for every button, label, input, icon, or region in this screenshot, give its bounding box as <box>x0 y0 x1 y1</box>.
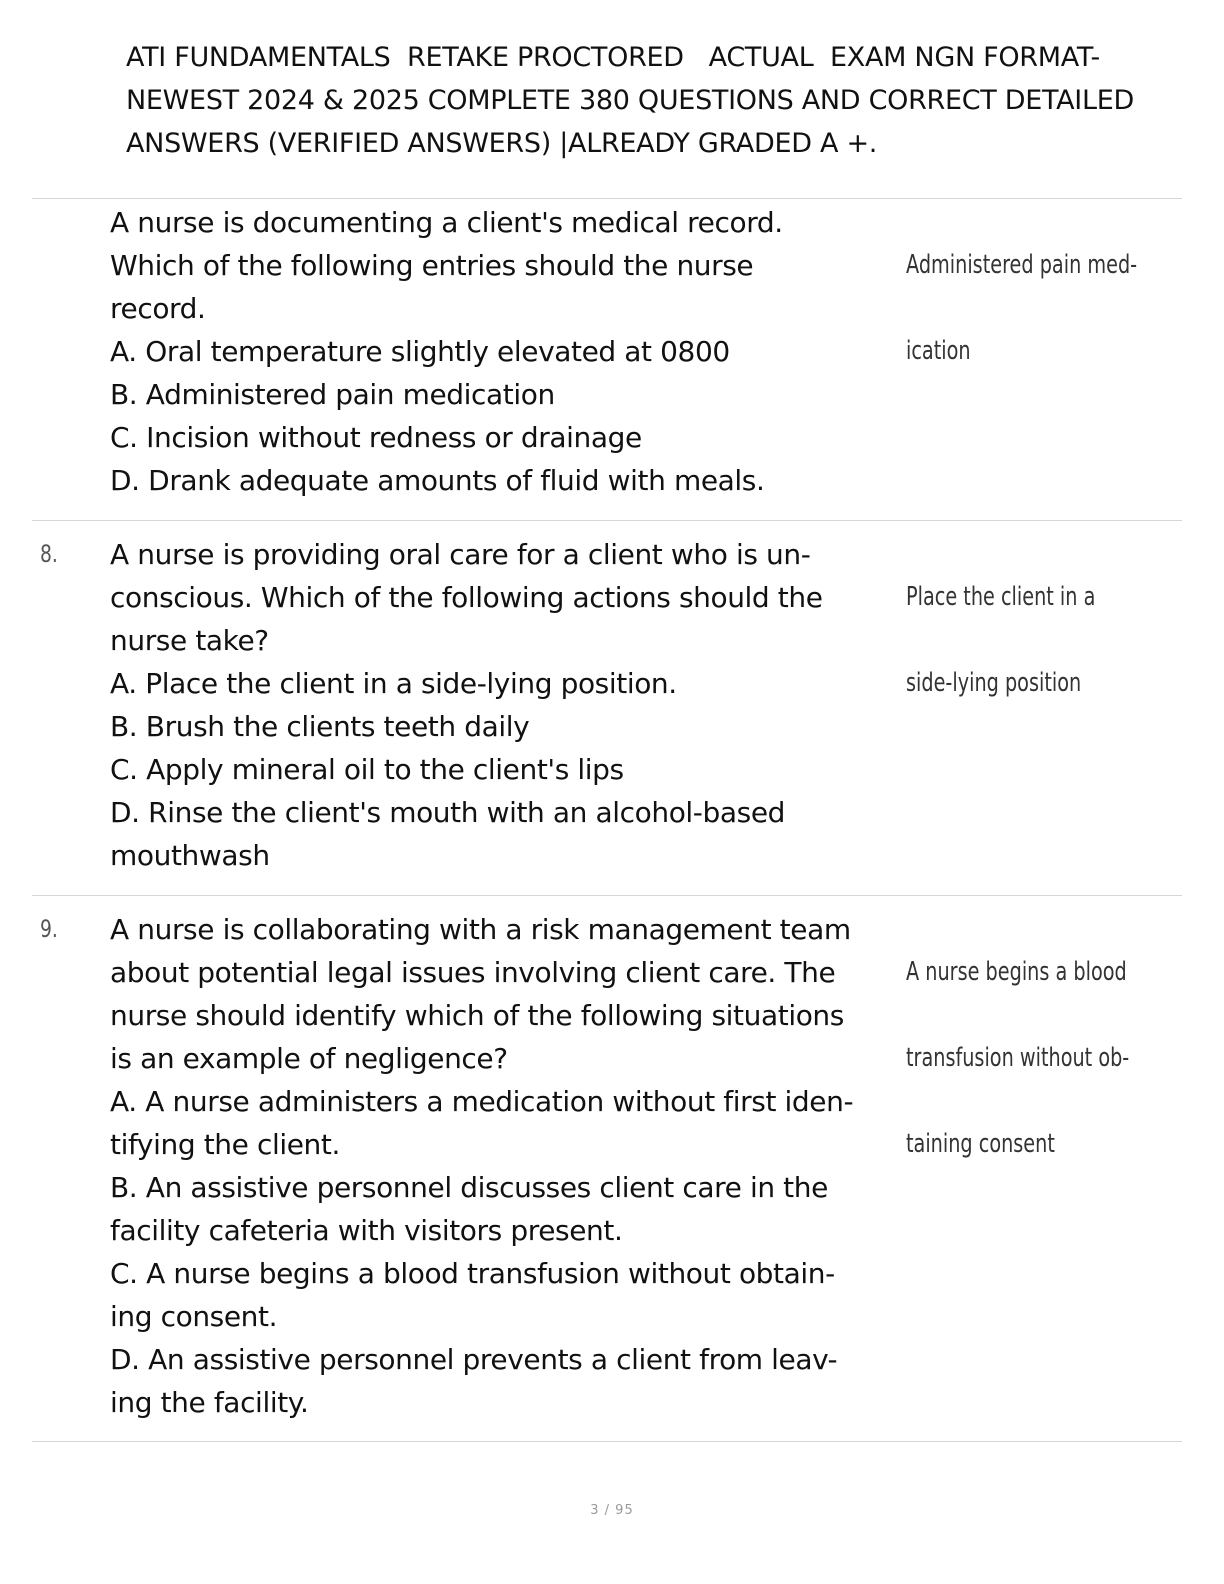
question-stem-line: A nurse is collaborating with a risk management team <box>110 913 851 946</box>
correct-answer-line: side-lying position <box>906 668 1082 698</box>
correct-answer <box>906 533 1128 748</box>
correct-answer-line: taining consent <box>906 1129 1055 1159</box>
row-divider <box>32 1441 1182 1442</box>
question-stem-line: about potential legal issues involving client care. The <box>110 956 836 989</box>
row-divider <box>32 520 1182 521</box>
answer-option: C. Apply mineral oil to the client's lips <box>110 753 624 786</box>
question-stem-line: Which of the following entries should the nurse <box>110 249 754 282</box>
question-text <box>110 201 900 502</box>
question-number: 8. <box>40 540 58 568</box>
document-title-line: NEWEST 2024 & 2025 COMPLETE 380 QUESTIONS AND CORRECT DETAILED <box>126 85 1134 116</box>
row-divider <box>32 895 1182 896</box>
answer-option: B. An assistive personnel discusses client care in the <box>110 1171 828 1204</box>
answer-option: C. A nurse begins a blood transfusion without obtain- <box>110 1257 835 1290</box>
question-stem-line: A nurse is providing oral care for a client who is un- <box>110 538 811 571</box>
page-indicator: 3 / 95 <box>590 1503 634 1518</box>
question-stem-line: A nurse is documenting a client's medical record. <box>110 206 783 239</box>
question-stem-line: nurse should identify which of the following situations <box>110 999 844 1032</box>
document-title-line: ANSWERS (VERIFIED ANSWERS) |ALREADY GRADED A +. <box>126 128 878 159</box>
correct-answer-line: Administered pain med- <box>906 250 1138 280</box>
answer-option: ing the facility. <box>110 1386 309 1419</box>
answer-option: D. An assistive personnel prevents a client from leav- <box>110 1343 838 1376</box>
question-stem-line: conscious. Which of the following actions should the <box>110 581 823 614</box>
answer-option: A. Oral temperature slightly elevated at 0800 <box>110 335 730 368</box>
answer-option: facility cafeteria with visitors present. <box>110 1214 623 1247</box>
correct-answer-line: ication <box>906 336 971 366</box>
question-number: 9. <box>40 915 58 943</box>
question-text <box>110 533 900 877</box>
answer-option: D. Drank adequate amounts of fluid with meals. <box>110 464 765 497</box>
document-title <box>126 36 1224 165</box>
answer-option: B. Administered pain medication <box>110 378 555 411</box>
correct-answer <box>906 908 1128 1209</box>
answer-option: A. A nurse administers a medication without first iden- <box>110 1085 854 1118</box>
correct-answer <box>906 201 1138 416</box>
answer-option: ing consent. <box>110 1300 278 1333</box>
question-text <box>110 908 900 1424</box>
correct-answer-line: transfusion without ob- <box>906 1043 1130 1073</box>
answer-option: D. Rinse the client's mouth with an alcohol-based <box>110 796 786 829</box>
question-stem-line: record. <box>110 292 206 325</box>
answer-option: A. Place the client in a side-lying position. <box>110 667 677 700</box>
correct-answer-line: A nurse begins a blood <box>906 957 1127 987</box>
answer-option: mouthwash <box>110 839 270 872</box>
question-stem-line: is an example of negligence? <box>110 1042 508 1075</box>
answer-option: B. Brush the clients teeth daily <box>110 710 530 743</box>
answer-option: tifying the client. <box>110 1128 340 1161</box>
row-divider <box>32 198 1182 199</box>
correct-answer-line: Place the client in a <box>906 582 1096 612</box>
question-stem-line: nurse take? <box>110 624 269 657</box>
document-title-line: ATI FUNDAMENTALS RETAKE PROCTORED ACTUAL EXAM NGN FORMAT- <box>126 42 1100 73</box>
answer-option: C. Incision without redness or drainage <box>110 421 642 454</box>
